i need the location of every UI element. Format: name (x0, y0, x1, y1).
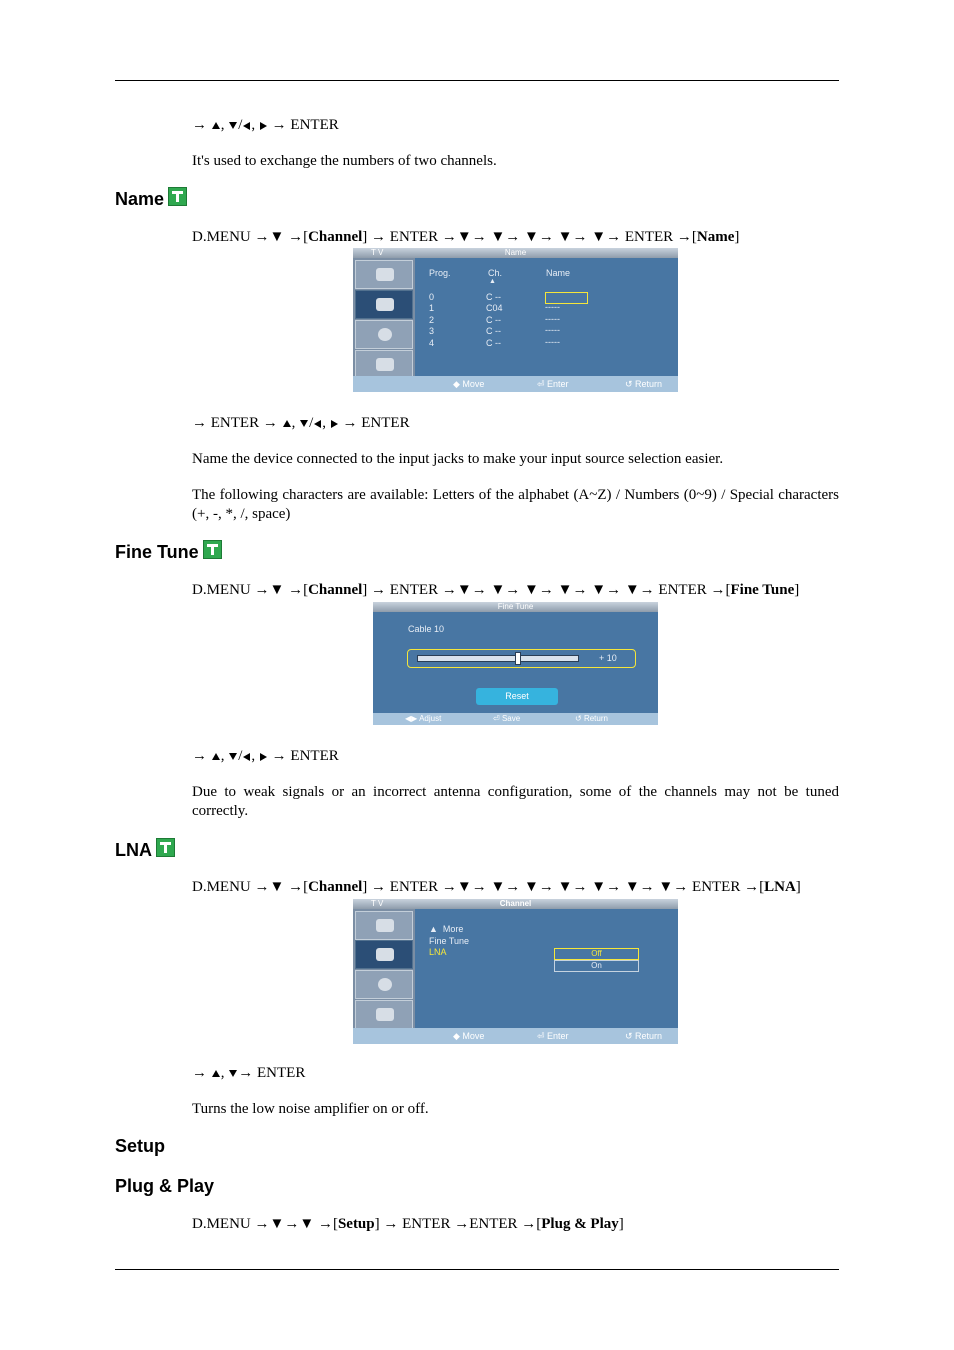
plug-and-play-heading: Plug & Play (115, 1176, 215, 1196)
more-item[interactable]: ▲ More (429, 924, 464, 934)
reset-button[interactable]: Reset (476, 688, 558, 705)
setup-icon[interactable] (355, 320, 413, 349)
scroll-up-icon: ▲ (489, 278, 496, 285)
fine-tune-menu-path: D.MENU →▼ →[Channel] → ENTER →▼→ ▼→ ▼→ ▼→ ▼→ ▼→ ENTER →[Fine Tune] (192, 582, 800, 598)
fine-tune-desc: Due to weak signals or an incorrect antenna configuration, some of the channels may not be tuned correctly. (192, 784, 839, 819)
input-icon[interactable] (355, 350, 413, 379)
fine-tune-nav: → , / , → ENTER (192, 748, 339, 764)
lna-menu-path: D.MENU →▼ →[Channel] → ENTER →▼→ ▼→ ▼→ ▼→ ▼→ ▼→ ▼→ ENTER →[LNA] (192, 879, 801, 895)
screen-title: Name (504, 248, 527, 257)
screen-footer: ◆ Move ⏎ Enter ↺ Return (353, 376, 678, 392)
lna-off-option[interactable]: Off (554, 948, 639, 960)
fine-tune-screen: Fine Tune Cable 10 + 10 Reset ◀▶ Adjust ⏎ Save ↺ Return (373, 602, 658, 725)
swap-description: It's used to exchange the numbers of two channels. (192, 153, 497, 169)
name-desc2: The following characters are available: Letters of the alphabet (A~Z) / Numbers (0~9) / Special characters (+, -, *, /, space) (192, 487, 839, 522)
tv-mode-icon (203, 540, 222, 559)
name-menu-path: D.MENU →▼ →[Channel] → ENTER →▼→ ▼→ ▼→ ▼→ ▼→ ENTER →[Name] (192, 229, 740, 245)
name-nav: → ENTER → , / , → ENTER (192, 415, 410, 431)
name-desc1: Name the device connected to the input jacks to make your input source selection easier. (192, 451, 724, 467)
lna-heading: LNA (115, 838, 175, 861)
lna-on-option[interactable]: On (554, 960, 639, 972)
picture-icon[interactable] (355, 260, 413, 289)
fine-tune-item[interactable]: Fine Tune (429, 936, 470, 946)
setup-icon[interactable] (355, 970, 413, 999)
fine-tune-slider[interactable] (417, 655, 579, 662)
channel-icon[interactable] (355, 940, 413, 969)
top-rule (115, 80, 839, 81)
slider-thumb[interactable] (515, 652, 521, 665)
input-icon[interactable] (355, 1000, 413, 1029)
lna-desc: Turns the low noise amplifier on or off. (192, 1101, 429, 1117)
setup-heading: Setup (115, 1136, 166, 1156)
lna-screen: T V Channel ▲ More Fine Tune LNA Off On ◆ Move ⏎ Enter ↺ Return (353, 899, 678, 1044)
bottom-rule (115, 1269, 839, 1270)
picture-icon[interactable] (355, 911, 413, 940)
tv-mode-icon (156, 838, 175, 857)
channel-icon[interactable] (355, 290, 413, 319)
plug-and-play-menu-path: D.MENU →▼→▼ →[Setup] → ENTER →ENTER →[Plug & Play] (192, 1216, 624, 1232)
lna-nav: → , → ENTER (192, 1065, 306, 1081)
name-screen: T V Name Prog. Ch. ▲ Name 0 1 2 3 4 C -- C04 C -- C -- C -- ----- ----- ----- ----- ◆ Move ⏎ Enter ↺ Return (353, 248, 678, 392)
side-menu (353, 258, 415, 376)
fine-tune-value: + 10 (599, 653, 617, 663)
lna-item[interactable]: LNA (429, 947, 447, 957)
name-heading: Name (115, 187, 187, 210)
tv-mode-icon (168, 187, 187, 206)
fine-tune-heading: Fine Tune (115, 540, 222, 563)
nav-instruction: → , / , → ENTER (192, 117, 339, 133)
